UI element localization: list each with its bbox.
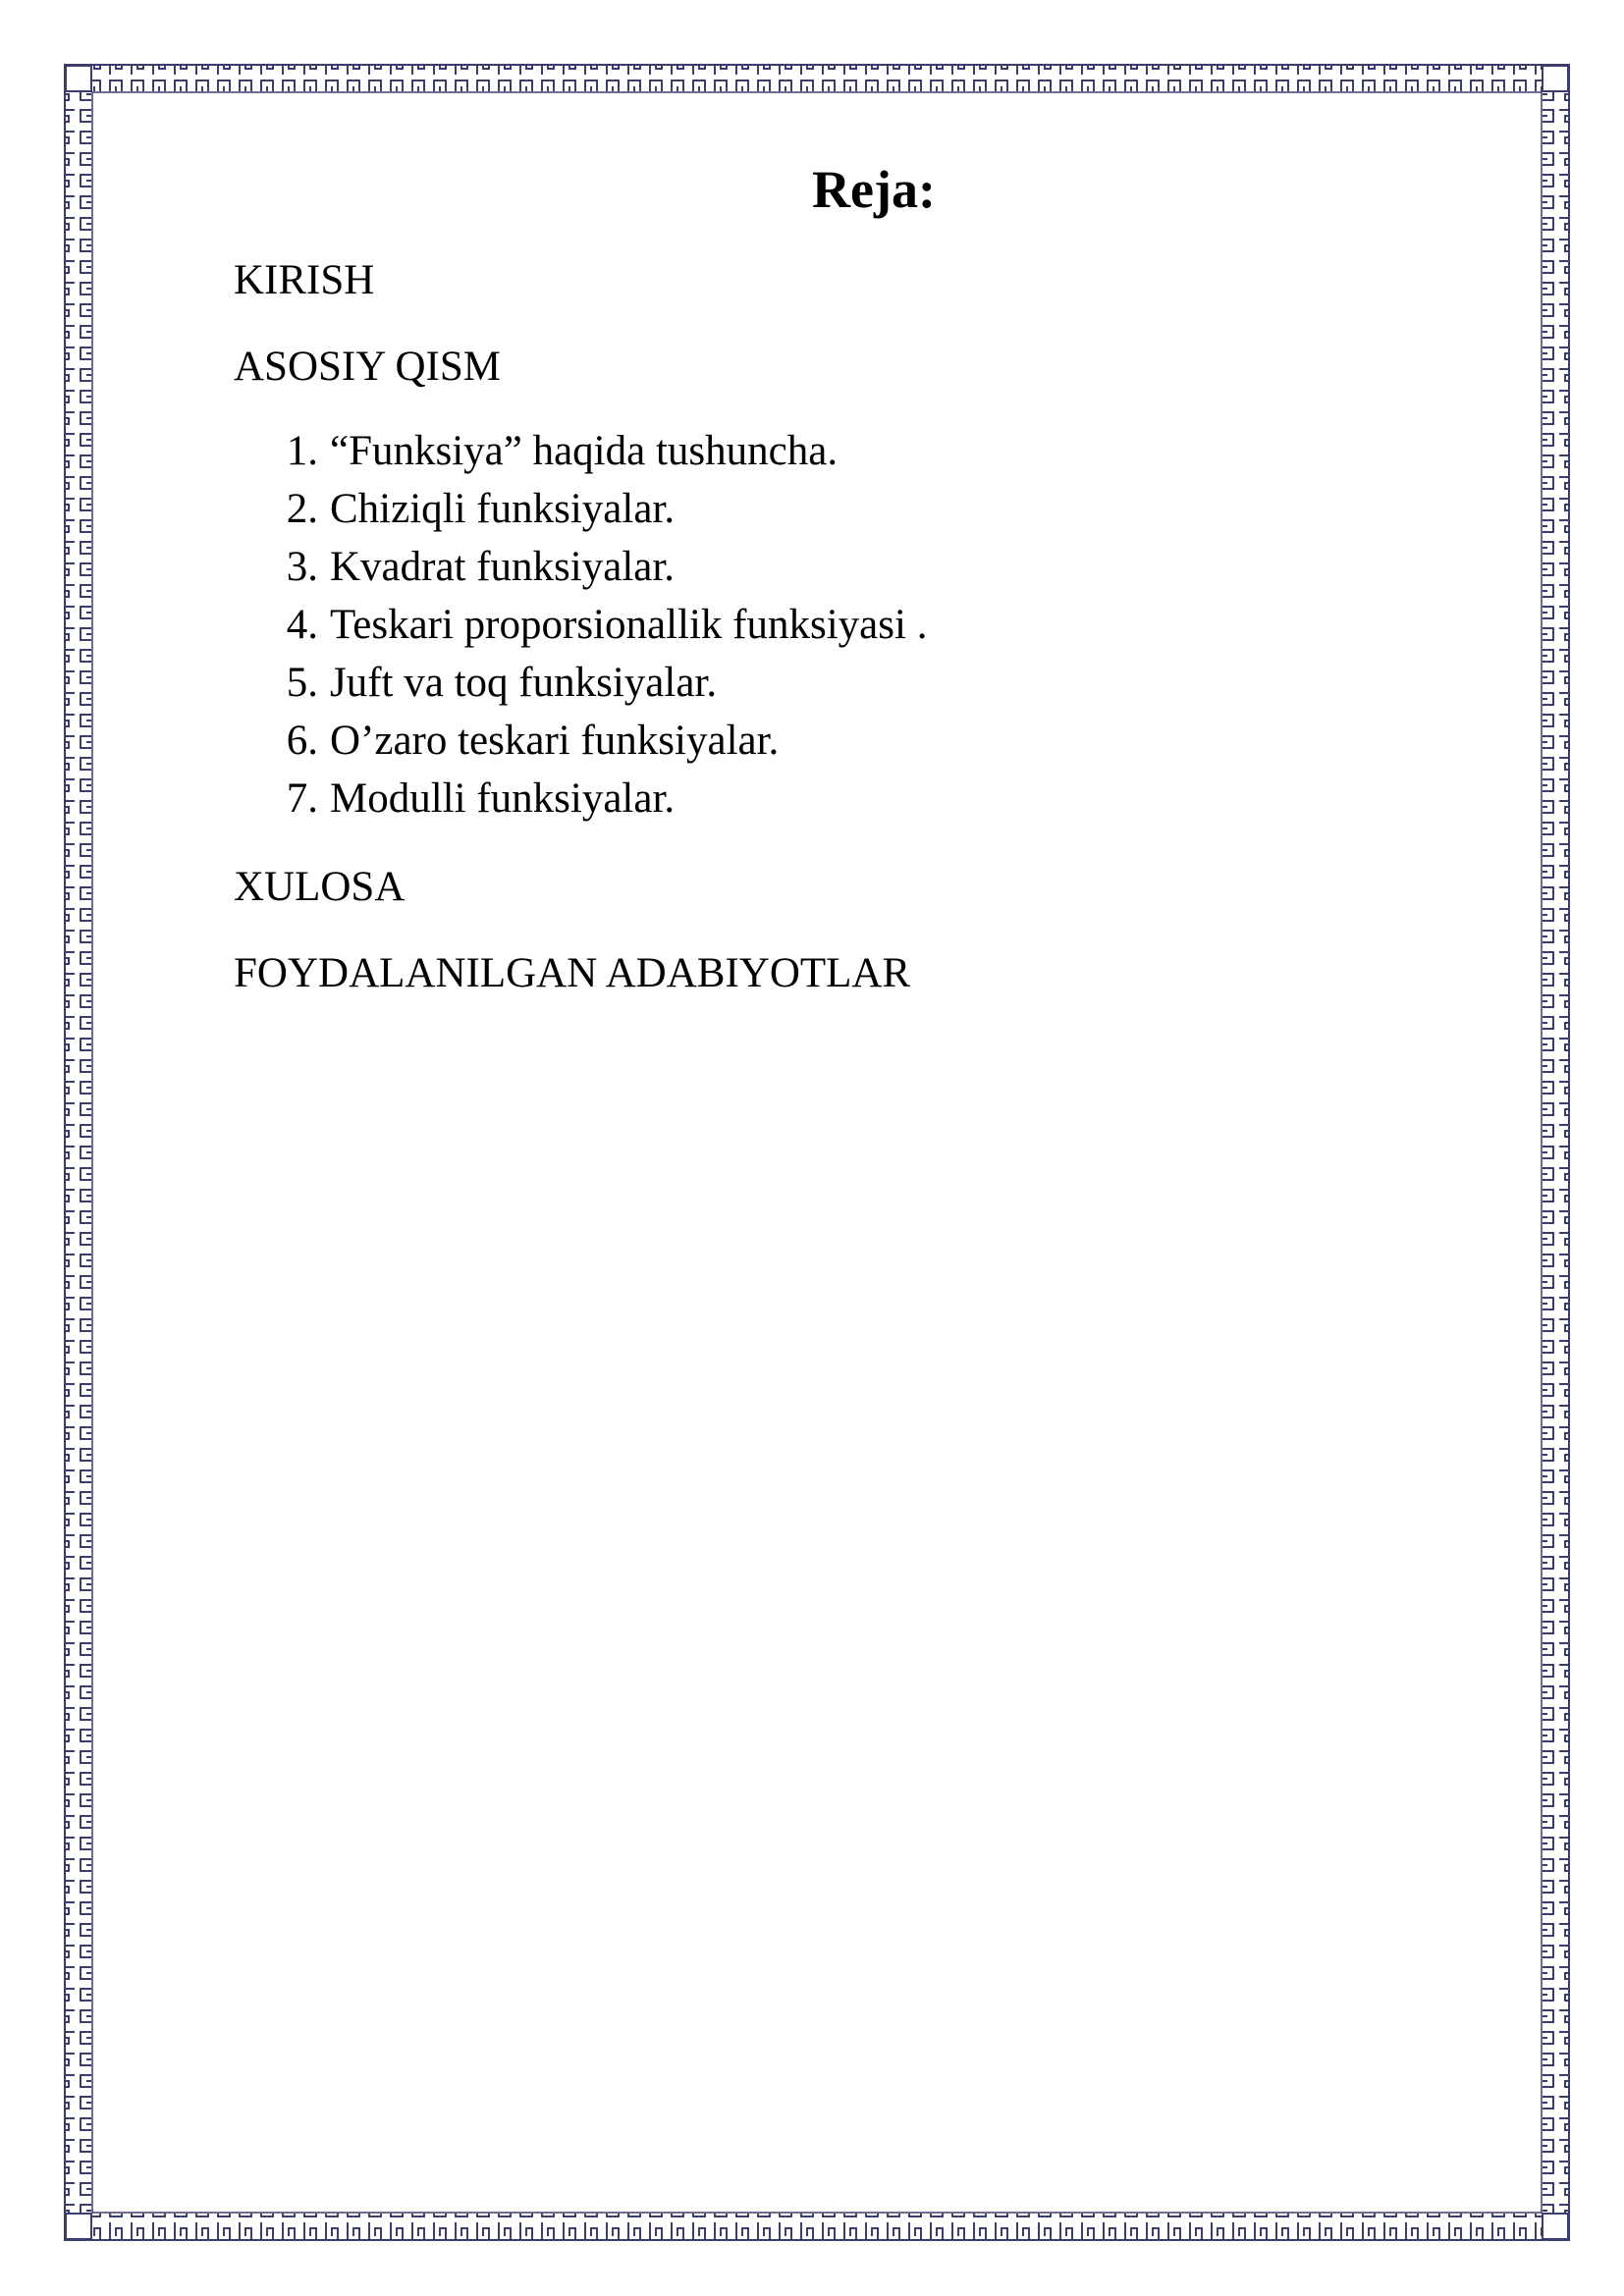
list-item: [234, 538, 927, 596]
list-item-text: O’zaro teskari funksiyalar.: [330, 718, 780, 764]
list-item-number: 1.: [286, 428, 318, 474]
list-item-text: Modulli funksiyalar.: [330, 775, 676, 822]
list-item: [234, 480, 927, 538]
plan-list: [234, 422, 927, 828]
intro-heading: KIRISH: [234, 257, 375, 303]
references-heading: FOYDALANILGAN ADABIYOTLAR: [234, 950, 911, 996]
list-item-number: 6.: [286, 718, 318, 764]
list-item-text: Teskari proporsionallik funksiyasi .: [330, 602, 928, 648]
list-item: [234, 422, 927, 480]
list-item-text: Juft va toq funksiyalar.: [330, 660, 718, 706]
list-item-number: 4.: [286, 602, 318, 648]
list-item-number: 7.: [286, 775, 318, 822]
list-item: [234, 712, 927, 770]
list-item: [234, 596, 927, 654]
list-item-text: Chiziqli funksiyalar.: [330, 486, 676, 532]
list-item: [234, 770, 927, 828]
list-item-number: 5.: [286, 660, 318, 706]
list-item: [234, 654, 927, 712]
conclusion-heading: XULOSA: [234, 864, 406, 910]
list-item-number: 2.: [286, 486, 318, 532]
main-section-heading: ASOSIY QISM: [234, 344, 501, 390]
list-item-text: “Funksiya” haqida tushuncha.: [330, 428, 839, 474]
list-item-number: 3.: [286, 544, 318, 590]
list-item-text: Kvadrat funksiyalar.: [330, 544, 676, 590]
page-title: Reja:: [812, 160, 936, 219]
